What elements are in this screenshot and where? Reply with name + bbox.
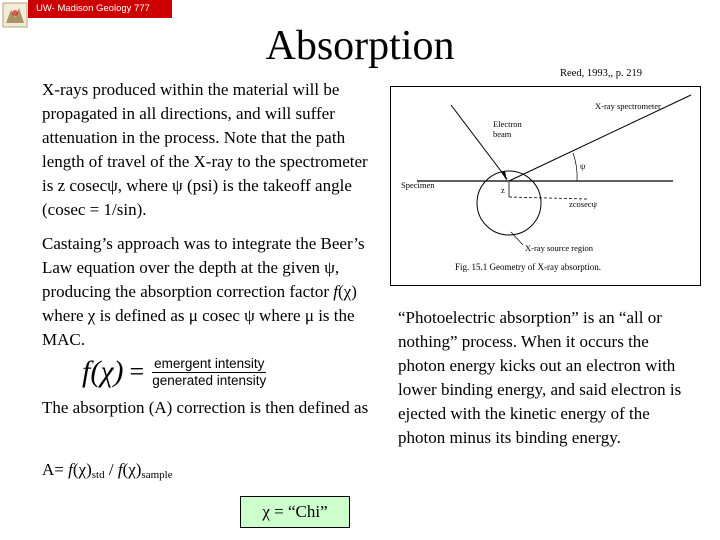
- castaing-f: f: [333, 282, 338, 301]
- correction-paragraph: The absorption (A) correction is then defined as: [42, 398, 369, 417]
- psi-label: ψ: [580, 161, 586, 171]
- eq-f-sample: f: [117, 460, 123, 479]
- course-badge: UW- Madison Geology 777: [28, 0, 172, 18]
- formula-fraction: [150, 356, 268, 389]
- formula-numerator: emergent intensity: [154, 355, 265, 371]
- eq-sub-sample: sample: [141, 469, 173, 481]
- source-region-label: X-ray source region: [525, 243, 593, 253]
- eq-f-std: f: [68, 460, 73, 479]
- specimen-label: Specimen: [401, 180, 435, 190]
- electron-beam-label-2: beam: [493, 129, 512, 139]
- chi-note-box: χ = “Chi”: [240, 496, 350, 528]
- correction-equation: [42, 458, 382, 487]
- spectrometer-label: X-ray spectrometer: [595, 101, 661, 111]
- formula-lhs: f(χ): [82, 355, 124, 388]
- geometry-diagram: [391, 87, 700, 285]
- photoelectric-paragraph: “Photoelectric absorption” is an “all or nothing” process. When it occurs the photon energy kicks out an electron with lower binding energy, and said electron is ejected with the kinetic energy of the photon minus its binding energy.: [398, 308, 682, 447]
- figure-reference: Reed, 1993,, p. 219: [560, 68, 642, 79]
- figure-caption: Fig. 15.1 Geometry of X-ray absorption.: [455, 262, 601, 272]
- formula-equals: =: [129, 357, 145, 386]
- zcosec-label: zcosecψ: [569, 199, 597, 209]
- eq-prefix: A=: [42, 460, 69, 479]
- eq-chi-sample: (χ): [122, 460, 142, 479]
- electron-beam-arrow-icon: [501, 171, 507, 181]
- absorption-geometry-figure: [390, 86, 701, 286]
- slide-title: Absorption: [265, 23, 455, 69]
- eq-slash: /: [104, 460, 118, 479]
- psi-angle-arc: [573, 153, 577, 181]
- castaing-paragraph: [42, 232, 382, 352]
- electron-beam-line: [451, 105, 507, 179]
- intro-paragraph: X-rays produced within the material will be propagated in all directions, and will suffer attenuation in the process. Note that the path length of travel of the X-ray to the spectrometer is z cosecψ, where ψ (psi) is the takeoff angle (cosec = 1/sin).: [42, 80, 368, 219]
- eq-sub-std: std: [91, 469, 105, 481]
- formula-denominator: generated intensity: [152, 372, 267, 388]
- absorption-formula: [82, 352, 268, 392]
- castaing-text-a: Castaing’s approach was to integrate the Beer’s Law equation over the depth at the given ψ, producing the absorption correction factor: [42, 234, 365, 301]
- depth-label: z: [501, 185, 505, 195]
- eq-chi-std: (χ): [72, 460, 92, 479]
- electron-beam-label-1: Electron: [493, 119, 522, 129]
- castaing-text-b: (χ) where χ is defined as μ cosec ψ where μ is the MAC.: [42, 282, 357, 349]
